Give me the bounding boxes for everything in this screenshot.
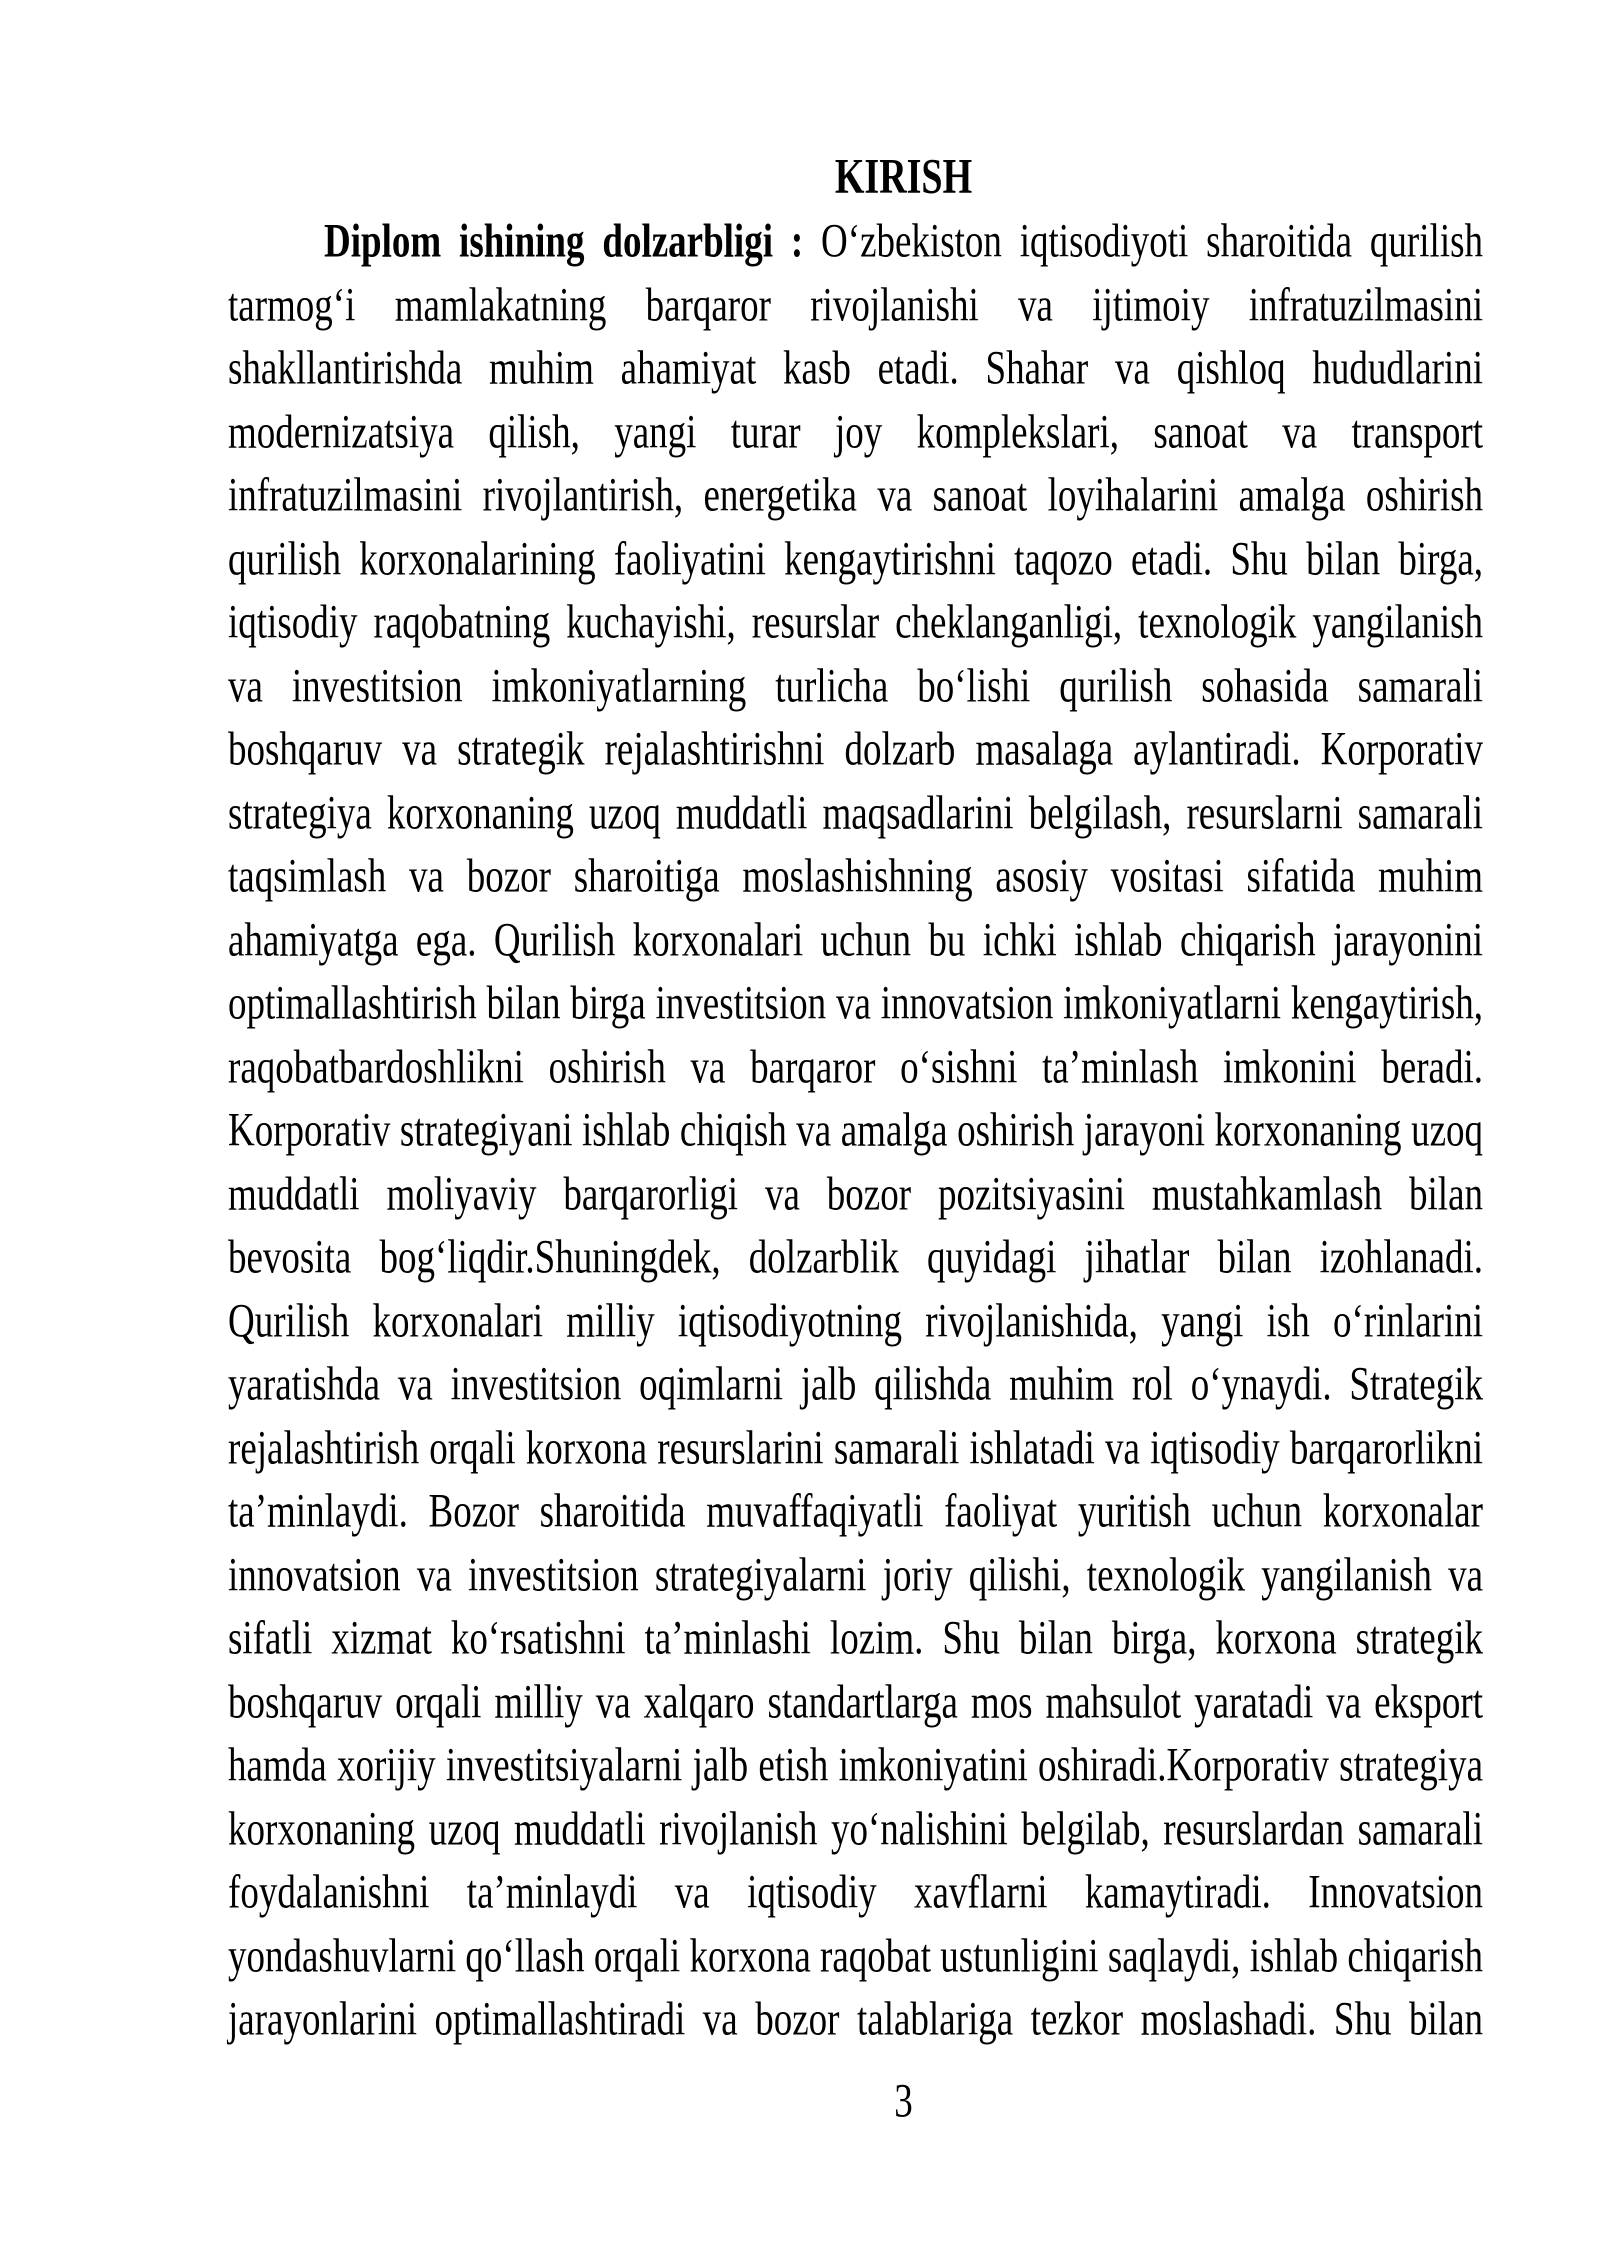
line-text: muddatli moliyaviy barqarorligi va bozor pozitsiyasini mustahkamlash bilan: [228, 1167, 1483, 1221]
line-text: raqobatbardoshlikni oshirish va barqaror oʻsishni ta’minlash imkonini beradi.: [228, 1040, 1483, 1094]
line-text: boshqaruv orqali milliy va xalqaro standartlarga mos mahsulot yaratadi va eksport: [228, 1675, 1483, 1729]
line-text: va investitsion imkoniyatlarning turlicha boʻlishi qurilish sohasida samarali: [228, 659, 1483, 713]
line-text: bevosita bogʻliqdir.Shuningdek, dolzarblik quyidagi jihatlar bilan izohlanadi.: [228, 1231, 1483, 1285]
line-text: jarayonlarini optimallashtiradi va bozor talablariga tezkor moslashadi. Shu bilan: [228, 1993, 1483, 2047]
line-text: qurilish korxonalarining faoliyatini kengaytirishni taqozo etadi. Shu bilan birga,: [228, 532, 1483, 586]
line-text: Qurilish korxonalari milliy iqtisodiyotning rivojlanishida, yangi ish oʻrinlarini: [228, 1294, 1483, 1348]
line-text: yaratishda va investitsion oqimlarni jalb qilishda muhim rol oʻynaydi. Strategik: [228, 1358, 1483, 1412]
line-text: boshqaruv va strategik rejalashtirishni dolzarb masalaga aylantiradi. Korporativ: [228, 723, 1483, 777]
text-line: [228, 1979, 1483, 2062]
lead-bold-text: Diplom ishining dolzarbligi :: [324, 215, 804, 269]
line-text: yondashuvlarni qoʻllash orqali korxona raqobat ustunligini saqlaydi, ishlab chiqarish: [228, 1929, 1483, 1983]
paragraph-body: [228, 214, 1483, 2056]
line-text: optimallashtirish bilan birga investitsion va innovatsion imkoniyatlarni kengaytirish,: [228, 977, 1483, 1031]
line-text: ahamiyatga ega. Qurilish korxonalari uchun bu ichki ishlab chiqarish jarayonini: [228, 913, 1483, 967]
line-text: modernizatsiya qilish, yangi turar joy komplekslari, sanoat va transport: [228, 405, 1483, 459]
line-text: hamda xorijiy investitsiyalarni jalb etish imkoniyatini oshiradi.Korporativ strategiya: [228, 1739, 1483, 1793]
line-text: ta’minlaydi. Bozor sharoitida muvaffaqiyatli faoliyat yuritish uchun korxonalar: [228, 1485, 1483, 1539]
line-text: rejalashtirish orqali korxona resurslarini samarali ishlatadi va iqtisodiy barqarorlikni: [228, 1421, 1483, 1475]
line-text: korxonaning uzoq muddatli rivojlanish yoʻnalishini belgilab, resurslardan samarali: [228, 1802, 1483, 1856]
line-text: taqsimlash va bozor sharoitiga moslashishning asosiy vositasi sifatida muhim: [228, 850, 1483, 904]
line-text: Oʻzbekiston iqtisodiyoti sharoitida qurilish: [821, 215, 1483, 269]
line-text: Korporativ strategiyani ishlab chiqish va amalga oshirish jarayoni korxonaning uzoq: [228, 1104, 1483, 1158]
line-text: strategiya korxonaning uzoq muddatli maqsadlarini belgilash, resurslarni samarali: [228, 786, 1483, 840]
page-title: KIRISH: [834, 149, 973, 205]
line-text: infratuzilmasini rivojlantirish, energetika va sanoat loyihalarini amalga oshirish: [228, 469, 1483, 523]
page-number: 3: [894, 2075, 913, 2129]
line-text: shakllantirishda muhim ahamiyat kasb etadi. Shahar va qishloq hududlarini: [228, 342, 1483, 396]
line-text: iqtisodiy raqobatning kuchayishi, resurslar cheklanganligi, texnologik yangilanish: [228, 596, 1483, 650]
line-text: foydalanishni ta’minlaydi va iqtisodiy xavflarni kamaytiradi. Innovatsion: [228, 1866, 1483, 1920]
line-text: innovatsion va investitsion strategiyalarni joriy qilishi, texnologik yangilanish va: [228, 1548, 1483, 1602]
line-text: tarmogʻi mamlakatning barqaror rivojlanishi va ijtimoiy infratuzilmasini: [228, 278, 1483, 332]
line-text: sifatli xizmat koʻrsatishni ta’minlashi lozim. Shu bilan birga, korxona strategik: [228, 1612, 1483, 1666]
